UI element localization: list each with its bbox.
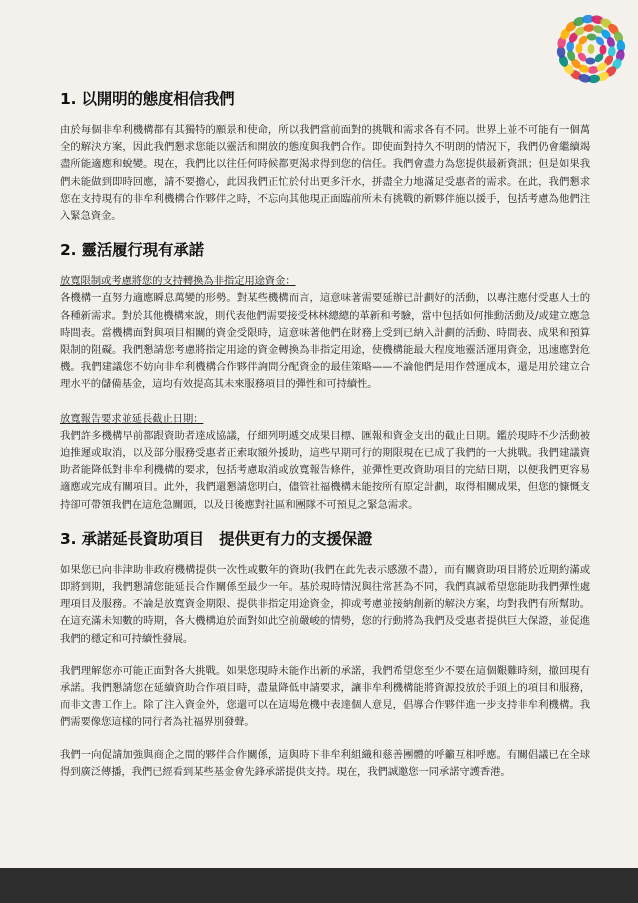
footer-bar [0,868,638,903]
hands-logo [554,12,628,86]
section-1-title: 1. 以開明的態度相信我們 [60,90,235,108]
section-3-paragraph: 如果您已向非津助非政府機構提供一次性或數年的資助(我們在此先表示感激不盡），而有關資助項目將於近期約滿或即將到期，我們懇請您能延長合作關係至最少一年。基於現時情況與往常甚為不同，我們真誠希望您能助我們彈性處理項目及服務。不論是放寬資金期限、提供非指定用途資金，抑或考慮並接納創新的解決方案，均對我們有所幫助。在這充滿未知數的時期，各大機構迫於面對如此空前嚴峻的情勢，您的行動將為我們及受惠者提供巨大保證，並促進我們的穩定和可持續性發展。 [60,563,590,645]
logo-hand [587,33,597,41]
section-3-paragraph: 我們一向促請加強與商企之間的夥伴合作關係，這與時下非牟利組織和慈善團體的呼籲互相呼應。有關倡議已在全球得到廣泛傳播，我們已經看到某些基金會先鋒承諾提供支持。現在，我們誠邀您一同承諾守護香港。 [60,748,590,778]
section-1-body: 由於每個非牟利機構都有其獨特的願景和使命，所以我們當前面對的挑戰和需求各有不同。世界上並不可能有一個萬全的解決方案，因此我們懇求您能以靈活和開放的態度與我們合作。即使面對持久不明朗的情況下，我們仍會繼續竭盡所能適應和蛻變。現在，我們比以往任何時候都更渴求得到您的信任。我們會盡力為您提供最新資訊；但是如果我們未能做到即時回應，請不要擔心，此因我們正忙於付出更多汗水，拼盡全力地滿足受惠者的需求。在此，我們懇求您在支持現有的非牟利機構合作夥伴之時，不忘向其他現正面臨前所未有挑戰的新夥伴施以援手，包括考慮為他們注入緊急資金。 [60,124,590,223]
document-content [60,84,590,781]
section-3-paragraph: 我們理解您亦可能正面對各大挑戰。如果您現時未能作出新的承諾，我們希望您至少不要在這個艱難時刻，撤回現有承諾。我們懇請您在延續資助合作項目時，盡量降低申請要求，讓非牟利機構能將資源投放於手頭上的項目和服務，而非文書工作上。除了注入資金外，您還可以在這場危機中表達個人意見，倡導合作夥伴進一步支持非牟利機構。我們需要像您這樣的同行者為社福界別發聲。 [60,664,590,729]
logo-hand [588,44,595,54]
subsection-1-heading: 放寬限制或考慮將您的支持轉換為非指定用途資金： [60,275,296,288]
logo-hand [599,45,607,55]
logo-hand [585,57,595,65]
section-3-title: 3. 承諾延長資助項目 提供更有力的支援保證 [60,529,373,548]
subsection-2-body: 我們許多機構早前都跟資助者達成協議，仔細列明遞交成果目標、匯報和資金支出的截止日期。鑑於現時不少活動被迫推遲或取消，以及部分服務受惠者正索取額外援助，這些早期可行的期限現在已成了我們的一大挑戰。我們建議資助者能降低對非牟利機構的要求，包括考慮取消或放寬報告條件，並彈性更改資助項目的完結日期，以便我們更容易適應或完成有關項目。此外，我們還懇請您明白，儘管社福機構未能按所有原定計劃，取得相關成果，但您的慷慨支持卻可帶領我們在這危急關頭，以及日後應對社區和團隊不可預見之緊急需求。 [60,429,590,511]
subsection-2-heading: 放寬報告要求並延長截止日期： [60,412,204,425]
subsection-1-body: 各機構一直努力適應瞬息萬變的形勢。對某些機構而言，這意味著需要延辦已計劃好的活動，以專注應付受惠人士的各種新需求。對於其他機構來說，則代表他們需要接受林林總總的革新和考驗，當中包括如何推動活動及/或建立應急時間表。當機構面對與項目相關的資金受限時，這意味著他們在財務上受到已納入計劃的活動、時間表、成果和預算限制的阻礙。我們懇請您考慮將指定用途的資金轉換為非指定用途，使機構能最大程度地靈活運用資金，迅速應對危機。我們建議您不妨向非牟利機構合作夥伴詢問分配資金的最佳策略——不論他們是用作營運成本，還是用於建立合理水平的儲備基金，這均有效提高其未來服務項目的彈性和可持續性。 [60,292,590,391]
logo-hand [575,43,583,53]
section-2-title: 2. 靈活履行現有承諾 [60,241,204,260]
